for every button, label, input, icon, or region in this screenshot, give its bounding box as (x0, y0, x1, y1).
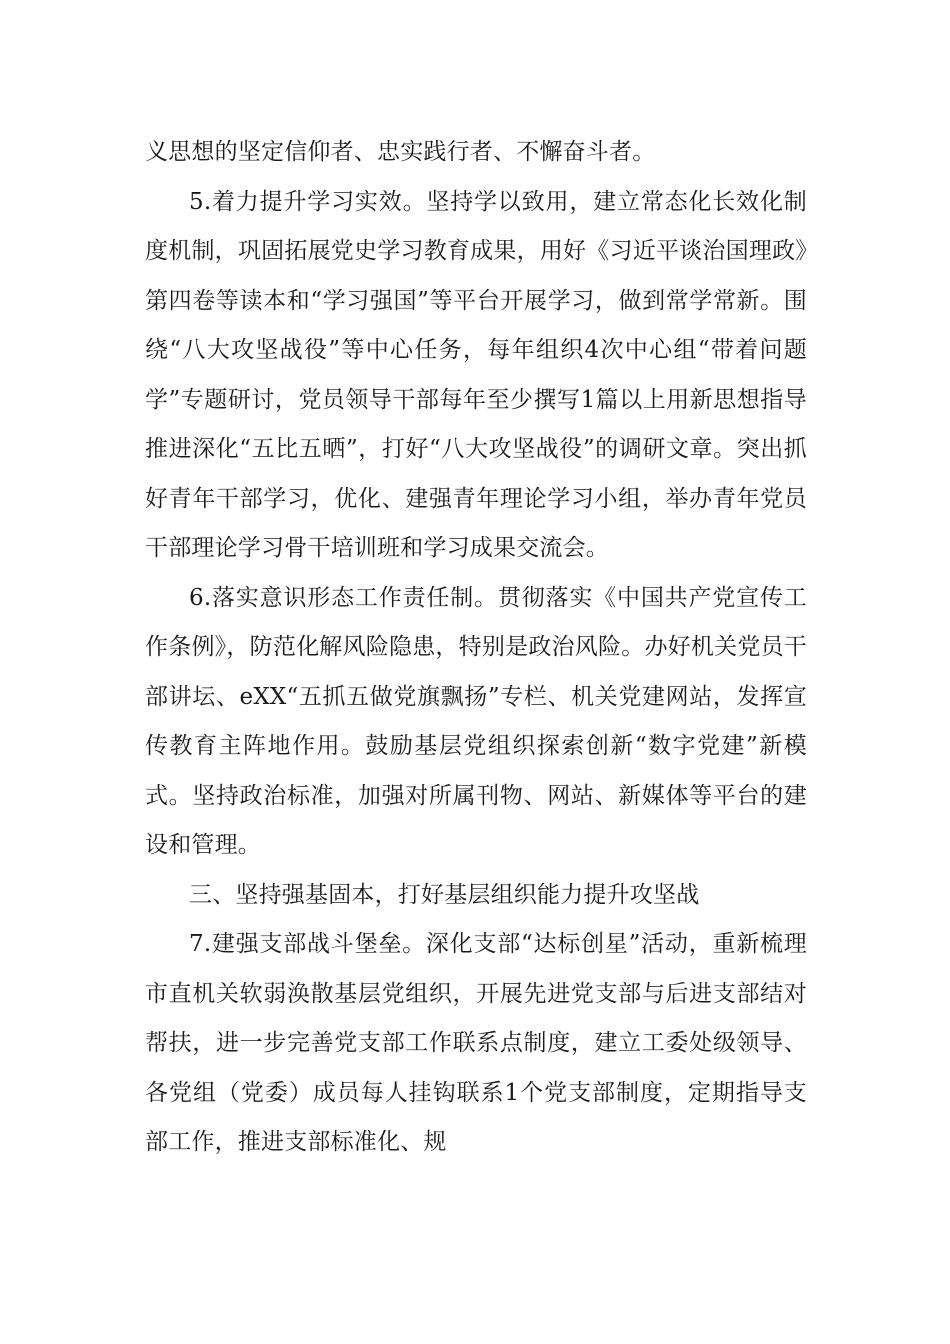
paragraph-item-7: 7.建强支部战斗堡垒。深化支部“达标创星”活动，重新梳理市直机关软弱涣散基层党组织，开展先进党支部与后进支部结对帮扶，进一步完善党支部工作联系点制度，建立工委处级领导、各党组（党委）成员每人挂钩联系1个党支部制度，定期指导支部工作，推进支部标准化、规 (145, 931, 807, 1155)
paragraph-item-6: 6.落实意识形态工作责任制。贯彻落实《中国共产党宣传工作条例》，防范化解风险隐患，特别是政治风险。办好机关党员干部讲坛、eXX“五抓五做党旗飘扬”专栏、机关党建网站，发挥宣传教育主阵地作用。鼓励基层党组织探索创新“数字党建”新模式。坚持政治标准，加强对所属刊物、网站、新媒体等平台的建设和管理。 (145, 584, 807, 858)
paragraph-item-5: 5.着力提升学习实效。坚持学以致用，建立常态化长效化制度机制，巩固拓展党史学习教育成果，用好《习近平谈治国理政》第四卷等读本和“学习强国”等平台开展学习，做到常学常新。围绕“八大攻坚战役”等中心任务，每年组织4次中心组“带着问题学”专题研讨，党员领导干部每年至少撰写1篇以上用新思想指导推进深化“五比五晒”，打好“八大攻坚战役”的调研文章。突出抓好青年干部学习，优化、建强青年理论学习小组，举办青年党员干部理论学习骨干培训班和学习成果交流会。 (145, 188, 807, 561)
section-heading-3: 三、坚持强基固本，打好基层组织能力提升攻坚战 (189, 881, 700, 908)
document-body (145, 128, 807, 1168)
paragraph-continuation: 义思想的坚定信仰者、忠实践行者、不懈奋斗者。 (145, 139, 656, 165)
